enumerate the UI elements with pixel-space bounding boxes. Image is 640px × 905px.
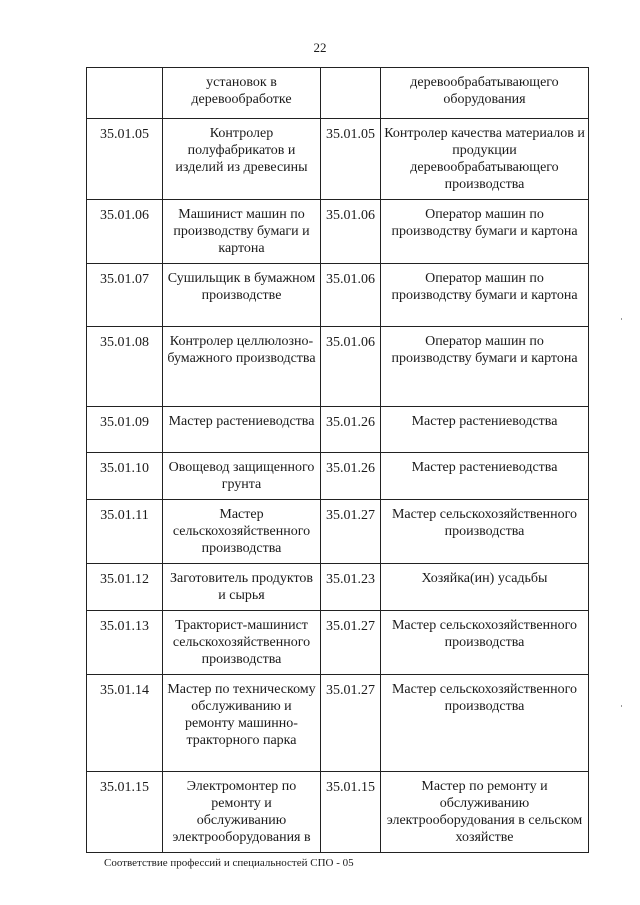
new-profession-cell: Мастер по ремонту и обслуживанию электрооборудования в сельском хозяйстве	[381, 772, 589, 853]
old-code-cell: 35.01.09	[87, 407, 163, 453]
old-profession-cell: Мастер по техническому обслуживанию и ремонту машинно-тракторного парка	[163, 675, 321, 772]
old-code-cell: 35.01.11	[87, 500, 163, 564]
table-row	[87, 200, 589, 264]
new-code-cell: 35.01.05	[321, 119, 381, 200]
page-number: 22	[313, 40, 327, 55]
table-row	[87, 675, 589, 772]
old-profession-cell: установок в деревообработке	[163, 68, 321, 119]
old-profession-cell: Заготовитель продуктов и сырья	[163, 564, 321, 611]
old-profession-cell: Машинист машин по производству бумаги и картона	[163, 200, 321, 264]
new-profession-cell: Оператор машин по производству бумаги и картона	[381, 264, 589, 327]
new-code-cell: 35.01.27	[321, 500, 381, 564]
new-profession-cell: Мастер растениеводства	[381, 407, 589, 453]
old-code-cell: 35.01.13	[87, 611, 163, 675]
new-code-cell: 35.01.27	[321, 675, 381, 772]
scan-mark	[621, 318, 622, 320]
new-code-cell: 35.01.06	[321, 327, 381, 407]
new-profession-cell: Мастер сельскохозяйственного производства	[381, 611, 589, 675]
new-profession-cell: Оператор машин по производству бумаги и картона	[381, 200, 589, 264]
new-code-cell: 35.01.27	[321, 611, 381, 675]
table-row	[87, 564, 589, 611]
old-profession-cell: Контролер целлюлозно-бумажного производства	[163, 327, 321, 407]
old-code-cell: 35.01.10	[87, 453, 163, 500]
table-row	[87, 264, 589, 327]
table-row	[87, 407, 589, 453]
old-code-cell: 35.01.08	[87, 327, 163, 407]
old-code-cell: 35.01.06	[87, 200, 163, 264]
old-profession-cell: Мастер растениеводства	[163, 407, 321, 453]
new-code-cell: 35.01.06	[321, 264, 381, 327]
new-profession-cell: Мастер растениеводства	[381, 453, 589, 500]
old-code-cell: 35.01.15	[87, 772, 163, 853]
table-row	[87, 119, 589, 200]
new-code-cell: 35.01.06	[321, 200, 381, 264]
table-row	[87, 68, 589, 119]
old-code-cell	[87, 68, 163, 119]
footer-note: Соответствие профессий и специальностей СПО - 05	[104, 857, 354, 869]
table-row	[87, 327, 589, 407]
old-profession-cell: Тракторист-машинист сельскохозяйственного производства	[163, 611, 321, 675]
old-profession-cell: Электромонтер по ремонту и обслуживанию электрооборудования в	[163, 772, 321, 853]
new-code-cell	[321, 68, 381, 119]
old-profession-cell: Сушильщик в бумажном производстве	[163, 264, 321, 327]
new-profession-cell: Оператор машин по производству бумаги и картона	[381, 327, 589, 407]
correspondence-table	[86, 67, 589, 853]
new-profession-cell: Мастер сельскохозяйственного производства	[381, 500, 589, 564]
new-code-cell: 35.01.15	[321, 772, 381, 853]
new-code-cell: 35.01.26	[321, 453, 381, 500]
old-code-cell: 35.01.14	[87, 675, 163, 772]
old-code-cell: 35.01.07	[87, 264, 163, 327]
new-profession-cell: Контролер качества материалов и продукции деревообрабатывающего производства	[381, 119, 589, 200]
new-code-cell: 35.01.26	[321, 407, 381, 453]
table-row	[87, 500, 589, 564]
old-profession-cell: Овощевод защищенного грунта	[163, 453, 321, 500]
old-profession-cell: Контролер полуфабрикатов и изделий из древесины	[163, 119, 321, 200]
table-row	[87, 611, 589, 675]
new-code-cell: 35.01.23	[321, 564, 381, 611]
old-code-cell: 35.01.12	[87, 564, 163, 611]
scan-mark	[621, 705, 622, 707]
old-code-cell: 35.01.05	[87, 119, 163, 200]
new-profession-cell: деревообрабатывающего оборудования	[381, 68, 589, 119]
old-profession-cell: Мастер сельскохозяйственного производства	[163, 500, 321, 564]
new-profession-cell: Мастер сельскохозяйственного производства	[381, 675, 589, 772]
new-profession-cell: Хозяйка(ин) усадьбы	[381, 564, 589, 611]
table-row	[87, 772, 589, 853]
table-row	[87, 453, 589, 500]
